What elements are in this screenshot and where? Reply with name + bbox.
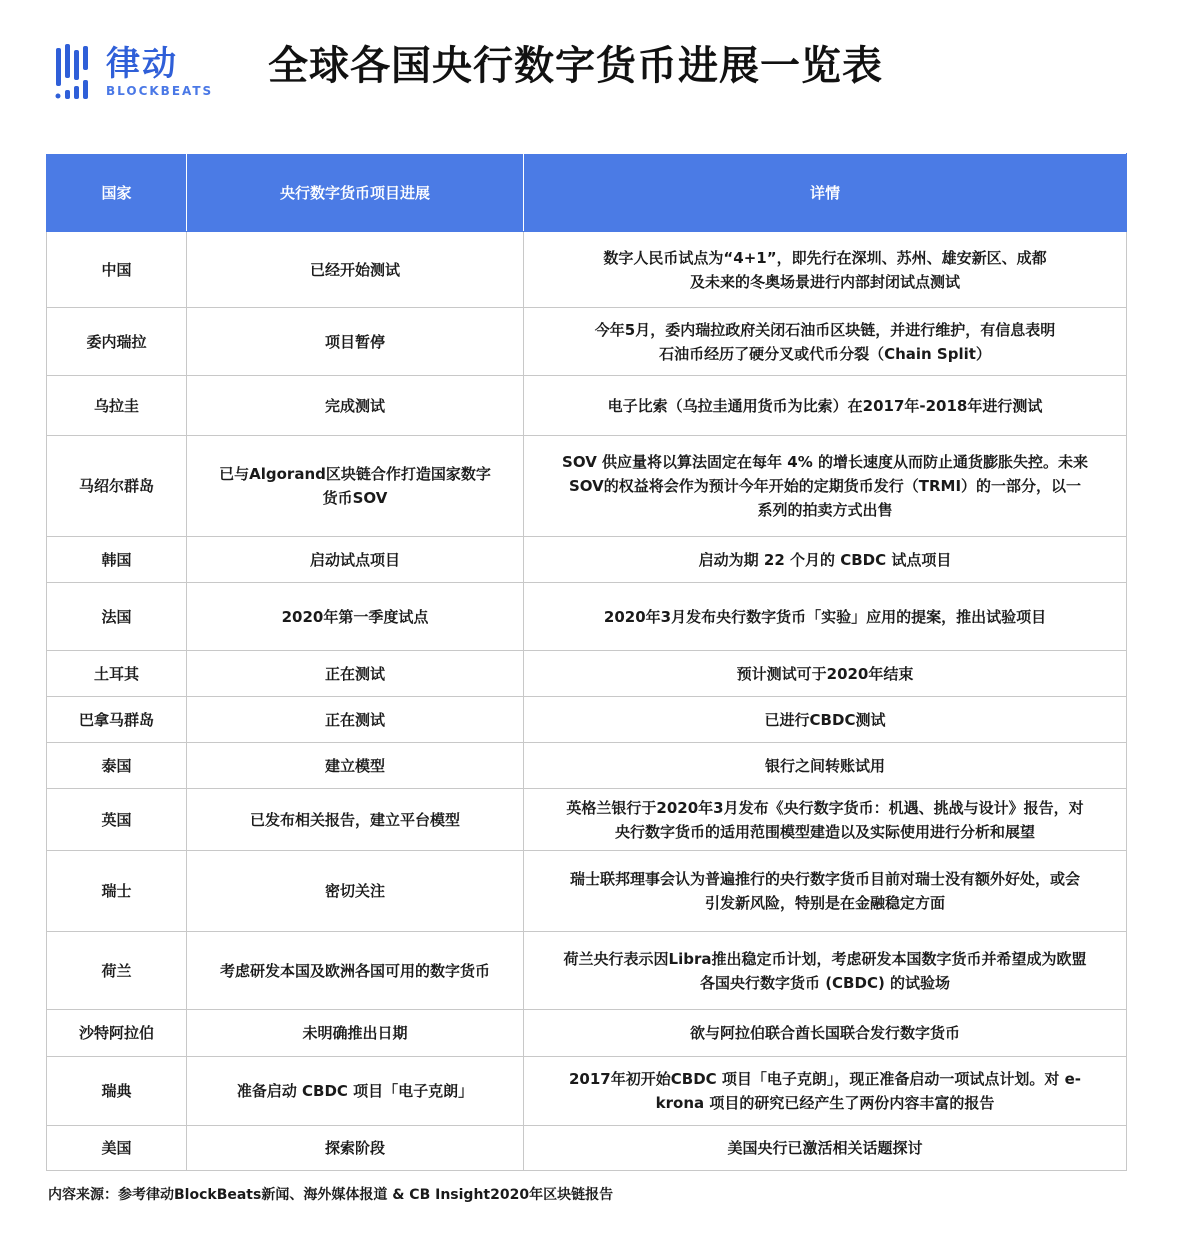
detail-cell <box>524 537 1127 583</box>
status-cell: 已经开始测试 <box>187 232 524 308</box>
detail-cell <box>524 651 1127 697</box>
table-row <box>47 436 1127 537</box>
table-row <box>47 697 1127 743</box>
detail-cell <box>524 851 1127 932</box>
detail-line: krona 项目的研究已经产生了两份内容丰富的报告 <box>655 1094 995 1112</box>
detail-cell <box>524 697 1127 743</box>
source-footnote: 内容来源：参考律动BlockBeats新闻、海外媒体报道 & CB Insight2020年区块链报告 <box>48 1187 614 1203</box>
table-row <box>47 932 1127 1010</box>
detail-cell <box>524 232 1127 308</box>
detail-cell <box>524 743 1127 789</box>
detail-line: 系列的拍卖方式出售 <box>757 501 893 519</box>
detail-line: 今年5月，委内瑞拉政府关闭石油币区块链，并进行维护，有信息表明 <box>594 320 1056 339</box>
table-row <box>47 308 1127 376</box>
table-row <box>47 1010 1127 1057</box>
detail-cell <box>524 376 1127 436</box>
status-cell: 正在测试 <box>187 697 524 743</box>
table-row <box>47 789 1127 851</box>
table-row <box>47 851 1127 932</box>
detail-line: 银行之间转账试用 <box>764 756 885 775</box>
page-title: 全球各国央行数字货币进展一览表 <box>268 43 883 89</box>
column-header-detail: 详情 <box>524 154 1127 232</box>
table-row <box>47 743 1127 789</box>
detail-cell <box>524 1126 1127 1171</box>
detail-line: SOV 供应量将以算法固定在每年 4% 的增长速度从而防止通货膨胀失控。未来 <box>562 453 1088 471</box>
detail-line: 石油币经历了硬分叉或代币分裂（Chain Split） <box>659 344 991 363</box>
detail-cell <box>524 1010 1127 1057</box>
cbdc-progress-table <box>46 153 1127 1171</box>
detail-line: 荷兰央行表示因Libra推出稳定币计划，考虑研发本国数字货币并希望成为欧盟 <box>563 949 1087 968</box>
status-cell: 项目暂停 <box>187 308 524 376</box>
detail-cell <box>524 932 1127 1010</box>
table-row <box>47 651 1127 697</box>
detail-line: 瑞士联邦理事会认为普遍推行的央行数字货币目前对瑞士没有额外好处，或会 <box>569 870 1080 888</box>
status-cell: 考虑研发本国及欧洲各国可用的数字货币 <box>187 932 524 1010</box>
table-row <box>47 232 1127 308</box>
detail-cell <box>524 789 1127 851</box>
status-cell: 完成测试 <box>187 376 524 436</box>
status-line: 已与Algorand区块链合作打造国家数字 <box>219 465 491 483</box>
detail-line: 各国央行数字货币 (CBDC) 的试验场 <box>699 973 951 992</box>
table-header-row <box>47 154 1127 232</box>
cbdc-table <box>46 153 1126 1171</box>
country-cell: 韩国 <box>47 537 187 583</box>
table-row <box>47 376 1127 436</box>
status-cell: 未明确推出日期 <box>187 1010 524 1057</box>
table-row <box>47 583 1127 651</box>
status-cell: 密切关注 <box>187 851 524 932</box>
table-row <box>47 537 1127 583</box>
status-cell: 正在测试 <box>187 651 524 697</box>
detail-line: 电子比索（乌拉圭通用货币为比索）在2017年-2018年进行测试 <box>607 396 1043 415</box>
detail-line: 已进行CBDC测试 <box>764 710 886 729</box>
status-cell: 探索阶段 <box>187 1126 524 1171</box>
column-header-status: 央行数字货币项目进展 <box>187 154 524 232</box>
status-cell: 准备启动 CBDC 项目「电子克朗」 <box>187 1057 524 1126</box>
detail-line: 及未来的冬奥场景进行内部封闭试点测试 <box>689 272 960 291</box>
country-cell: 法国 <box>47 583 187 651</box>
detail-line: 引发新风险，特别是在金融稳定方面 <box>704 894 945 912</box>
country-cell: 英国 <box>47 789 187 851</box>
detail-cell <box>524 436 1127 537</box>
country-cell: 瑞典 <box>47 1057 187 1126</box>
table-row <box>47 1057 1127 1126</box>
country-cell: 乌拉圭 <box>47 376 187 436</box>
status-cell: 2020年第一季度试点 <box>187 583 524 651</box>
country-cell: 中国 <box>47 232 187 308</box>
country-cell: 委内瑞拉 <box>47 308 187 376</box>
detail-line: 2020年3月发布央行数字货币「实验」应用的提案，推出试验项目 <box>603 607 1047 626</box>
country-cell: 荷兰 <box>47 932 187 1010</box>
column-header-country: 国家 <box>47 154 187 232</box>
detail-cell <box>524 1057 1127 1126</box>
logo-bars-icon <box>54 42 100 100</box>
country-cell: 美国 <box>47 1126 187 1171</box>
status-cell: 已发布相关报告，建立平台模型 <box>187 789 524 851</box>
country-cell: 巴拿马群岛 <box>47 697 187 743</box>
country-cell: 泰国 <box>47 743 187 789</box>
blockbeats-logo <box>54 40 224 104</box>
detail-line: 数字人民币试点为“4+1”，即先行在深圳、苏州、雄安新区、成都 <box>603 248 1047 267</box>
detail-line: 预计测试可于2020年结束 <box>736 664 914 683</box>
status-cell <box>187 436 524 537</box>
status-cell: 启动试点项目 <box>187 537 524 583</box>
country-cell: 沙特阿拉伯 <box>47 1010 187 1057</box>
header <box>0 0 1180 140</box>
country-cell: 马绍尔群岛 <box>47 436 187 537</box>
detail-cell <box>524 308 1127 376</box>
country-cell: 瑞士 <box>47 851 187 932</box>
status-line: 货币SOV <box>322 489 388 507</box>
detail-line: 英格兰银行于2020年3月发布《央行数字货币：机遇、挑战与设计》报告，对 <box>566 798 1084 817</box>
table-row <box>47 1126 1127 1171</box>
status-cell: 建立模型 <box>187 743 524 789</box>
logo-english-text: BLOCKBEATS <box>106 84 214 98</box>
detail-line: 美国央行已激活相关话题探讨 <box>727 1139 923 1157</box>
detail-line: 欲与阿拉伯联合酋长国联合发行数字货币 <box>689 1024 960 1042</box>
logo-chinese-text: 律动 <box>106 44 178 84</box>
detail-line: 央行数字货币的适用范围模型建造以及实际使用进行分析和展望 <box>614 822 1035 841</box>
detail-line: 2017年初开始CBDC 项目「电子克朗」，现正准备启动一项试点计划。对 e- <box>569 1070 1081 1088</box>
detail-line: SOV的权益将会作为预计今年开始的定期货币发行（TRMI）的一部分，以一 <box>568 477 1082 495</box>
detail-line: 启动为期 22 个月的 CBDC 试点项目 <box>698 550 952 569</box>
country-cell: 土耳其 <box>47 651 187 697</box>
detail-cell <box>524 583 1127 651</box>
